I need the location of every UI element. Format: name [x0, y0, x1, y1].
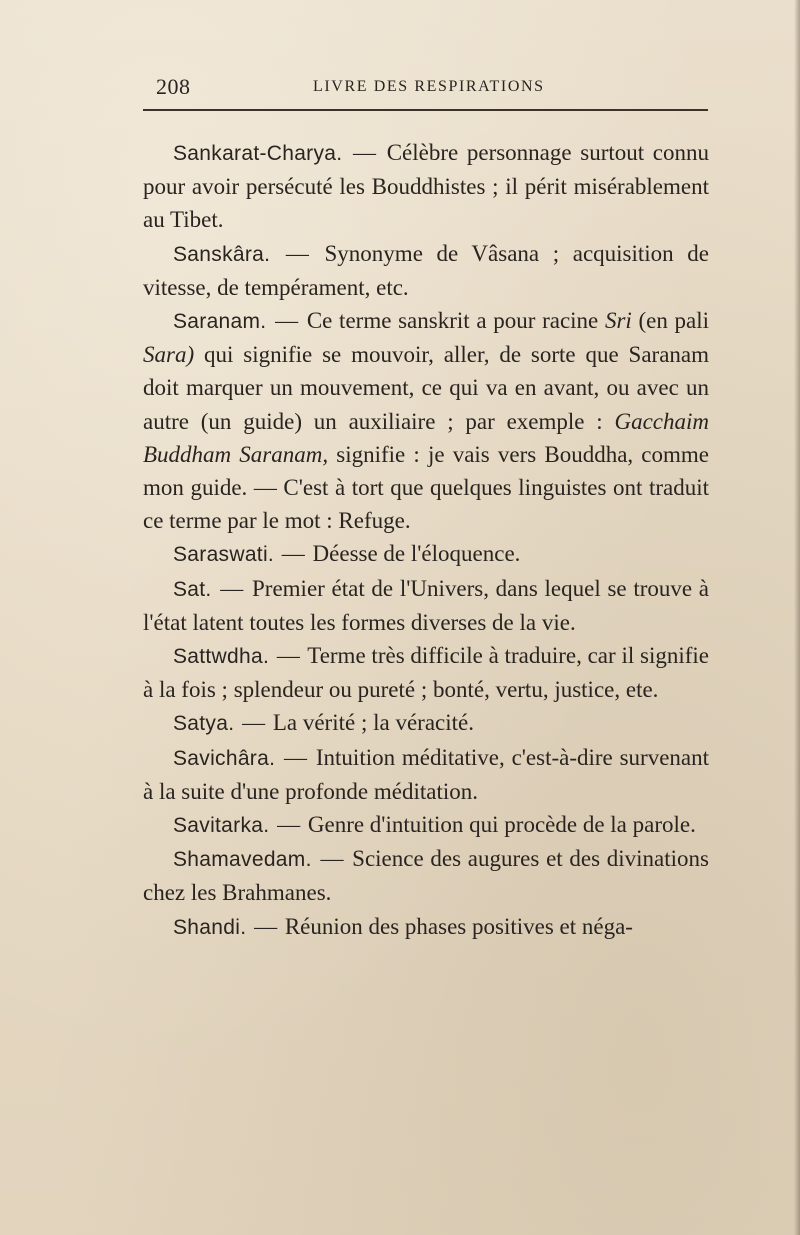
entry-italic-phrase: Gacchaim Buddham Saranam,: [143, 408, 709, 467]
entry-dash: —: [220, 575, 244, 601]
entry-dash: —: [277, 812, 301, 838]
entry-definition: Science des augures et des divinations chez les Brahmanes.: [143, 846, 710, 906]
glossary-entry-shamavedam: [143, 842, 709, 909]
glossary-entry-shandi: [143, 910, 709, 944]
entry-definition: Intuition méditative, c'est-à-dire survenant à la suite d'une profonde méditation.: [143, 744, 709, 804]
entry-definition: La vérité ; la véracité.: [272, 710, 474, 736]
entry-term: Savichâra.: [173, 746, 276, 770]
entry-definition: Premier état de l'Univers, dans lequel se trouve à l'état latent toutes les formes diverses de la vie.: [143, 575, 709, 635]
entry-dash: —: [275, 308, 299, 334]
entry-term: Sanskâra.: [173, 242, 271, 266]
entry-definition-part: Ce terme sanskrit a pour racine: [306, 308, 599, 334]
entry-dash: —: [281, 541, 305, 567]
entry-italic-term: Sara): [143, 342, 195, 368]
entry-definition: Déesse de l'éloquence.: [312, 541, 521, 567]
entry-term: Savitarka.: [173, 814, 270, 838]
page-number: 208: [156, 74, 191, 99]
entry-dash: —: [254, 913, 278, 939]
entry-dash: —: [285, 240, 309, 266]
entry-dash: —: [284, 744, 308, 770]
entry-term: Shamavedam.: [173, 848, 312, 872]
glossary-entry-sattwdha: [143, 639, 709, 706]
entry-definition: Genre d'intuition qui procède de la parole.: [307, 812, 696, 838]
entry-term: Shandi.: [173, 915, 247, 939]
entry-dash: —: [276, 643, 300, 669]
glossary-entry-sanskara: [143, 237, 709, 304]
glossary-entry-sat: [143, 572, 709, 639]
entry-definition: Synonyme de Vâsana ; acquisition de vitesse, de tempérament, etc.: [143, 240, 710, 300]
glossary-body: [143, 136, 709, 944]
entry-italic-term: Sri: [604, 308, 632, 334]
entry-dash: —: [242, 710, 266, 736]
entry-definition-part: qui signifie se mouvoir, aller, de sorte que Saranam doit marquer un mouvement, ce qui va en avant, ou avec un autre (un guide) un auxiliaire ; par exemple :: [143, 342, 710, 434]
running-title: LIVRE DES RESPIRATIONS: [313, 78, 545, 95]
glossary-entry-saraswati: [143, 537, 709, 571]
entry-dash: —: [320, 846, 344, 872]
entry-definition: Célèbre personnage surtout connu pour avoir persécuté les Bouddhistes ; il périt misérablement au Tibet.: [143, 140, 709, 233]
entry-term: Saraswati.: [173, 543, 275, 567]
entry-definition: Terme très difficile à traduire, car il signifie à la fois ; splendeur ou pureté ; bonté, vertu, justice, ete.: [143, 643, 710, 703]
running-head: [143, 74, 708, 104]
glossary-entry-satya: [143, 706, 709, 740]
entry-term: Saranam.: [173, 310, 267, 334]
glossary-entry-savitarka: [143, 808, 709, 842]
entry-dash: —: [353, 140, 377, 165]
entry-definition-part: (en pali: [638, 308, 710, 334]
entry-term: Sattwdha.: [173, 645, 270, 669]
entry-definition: Réunion des phases positives et néga-: [284, 913, 633, 939]
glossary-entry-sankarat-charya: [143, 136, 709, 237]
entry-term: Satya.: [173, 712, 235, 736]
glossary-entry-savichara: [143, 741, 709, 808]
header-rule: [143, 109, 708, 111]
entry-term: Sat.: [173, 577, 212, 601]
entry-term: Sankarat-Charya.: [173, 142, 343, 165]
glossary-entry-saranam: [143, 304, 709, 537]
entry-definition-part: signifie : je vais vers Bouddha, comme mon guide. — C'est à tort que quelques linguistes ont traduit ce terme par le mot : Refuge.: [143, 441, 710, 534]
